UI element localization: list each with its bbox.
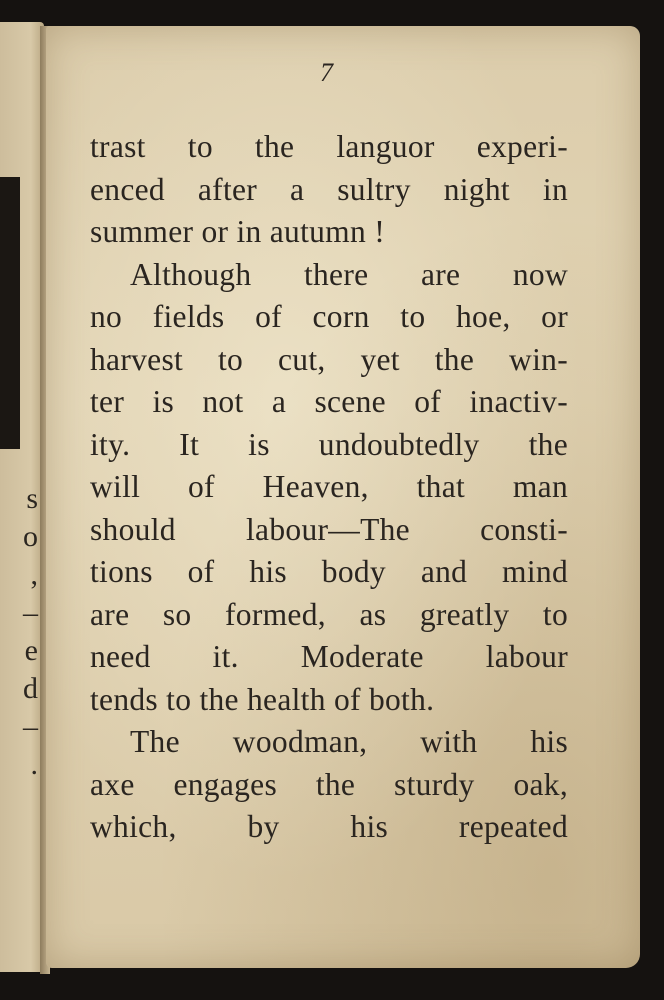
facing-page-fragment: , [30,558,38,591]
text-line: axe engages the sturdy oak, [90,766,568,802]
text-line: The woodman, with his [130,724,568,759]
text-line: which, by his repeated [90,809,568,844]
book-page [46,26,640,968]
facing-page-fragment: – [23,710,38,743]
text-line: ter is not a scene of inactiv- [90,384,568,419]
facing-page-fragment: e [24,634,38,667]
facing-page-fragment: . [30,748,38,781]
facing-page-fragment: d [23,672,38,705]
text-line: enced after a sultry night in [90,171,568,207]
text-line: ity. It is undoubtedly the [90,426,568,462]
text-line: Although there are now [130,256,568,292]
facing-page-edge [0,22,44,972]
page-text [90,126,568,849]
facing-page-fragment: – [23,596,38,629]
text-line: summer or in autumn ! [90,214,385,249]
text-line: are so formed, as greatly to [90,596,568,632]
text-line: should labour—The consti- [90,511,568,547]
text-line: harvest to cut, yet the win- [90,341,568,377]
page-number: 7 [320,58,333,87]
text-line: tions of his body and mind [90,554,568,589]
facing-page-fragment: o [23,520,38,553]
facing-page-woodcut [0,177,20,449]
text-line: need it. Moderate labour [90,639,568,674]
text-line: trast to the languor experi- [90,129,568,164]
text-line: no fields of corn to hoe, or [90,299,568,334]
text-line: tends to the health of both. [90,681,435,717]
text-line: will of Heaven, that man [90,469,568,504]
facing-page-fragment: s [26,482,38,515]
